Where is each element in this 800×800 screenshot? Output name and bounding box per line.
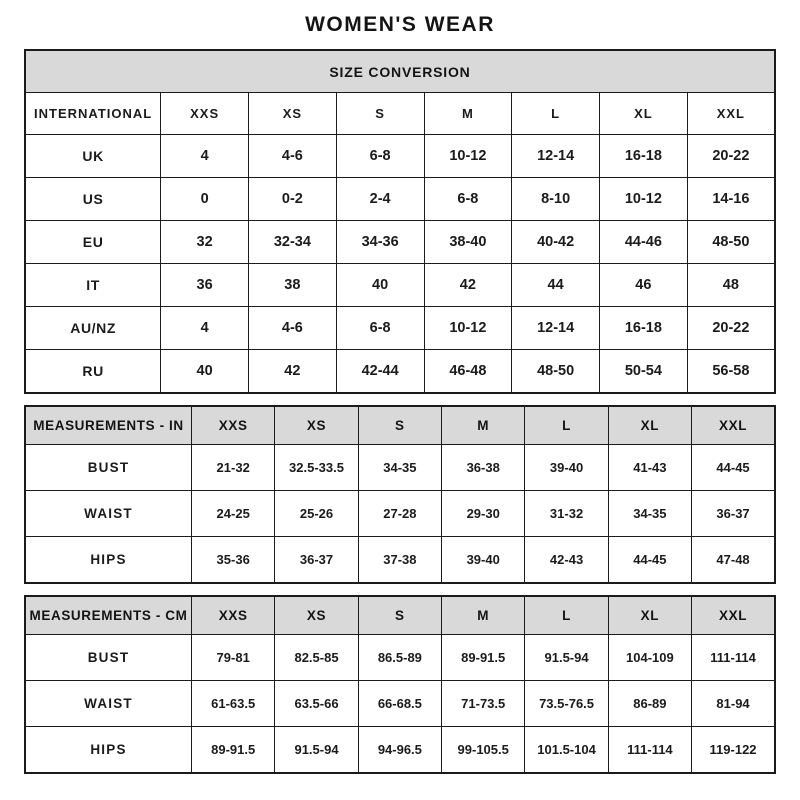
size-conversion-table [24,49,776,394]
table-cell: 8-10 [512,178,600,221]
table-cell: 38-40 [424,221,512,264]
table-cell: 91.5-94 [525,635,608,681]
measurements-cm-table [24,595,776,774]
table-row [25,264,775,307]
table-cell: 40 [336,264,424,307]
table-cell: 4 [161,307,249,350]
table-cell: 0-2 [249,178,337,221]
column-header: XXS [161,93,249,135]
table-cell: 94-96.5 [358,727,441,774]
table-cell: 79-81 [192,635,275,681]
table-cell: 56-58 [687,350,775,394]
measurements-cm-title: MEASUREMENTS - CM [25,596,192,635]
table-cell: 99-105.5 [442,727,525,774]
measurements-in-body [25,445,775,584]
table-cell: 35-36 [192,537,275,584]
table-cell: 73.5-76.5 [525,681,608,727]
row-label: WAIST [25,491,192,537]
table-cell: 6-8 [336,307,424,350]
table-cell: 119-122 [692,727,775,774]
table-cell: 24-25 [192,491,275,537]
table-cell: 4-6 [249,135,337,178]
table-cell: 42-44 [336,350,424,394]
table-cell: 2-4 [336,178,424,221]
table-cell: 40-42 [512,221,600,264]
table-cell: 50-54 [600,350,688,394]
column-header: M [442,406,525,445]
table-cell: 10-12 [424,135,512,178]
table-cell: 12-14 [512,135,600,178]
table-cell: 101.5-104 [525,727,608,774]
table-cell: 10-12 [600,178,688,221]
column-header: XL [608,406,691,445]
table-cell: 27-28 [358,491,441,537]
table-cell: 89-91.5 [442,635,525,681]
table-cell: 111-114 [608,727,691,774]
table-cell: 91.5-94 [275,727,358,774]
table-row [25,681,775,727]
table-row [25,135,775,178]
table-cell: 20-22 [687,135,775,178]
row-label: BUST [25,445,192,491]
column-header: L [525,596,608,635]
column-header: XL [600,93,688,135]
table-cell: 44-45 [608,537,691,584]
table-row [25,727,775,774]
measurements-in-title: MEASUREMENTS - IN [25,406,192,445]
column-header: L [512,93,600,135]
column-header: L [525,406,608,445]
table-cell: 44-46 [600,221,688,264]
table-cell: 10-12 [424,307,512,350]
table-cell: 82.5-85 [275,635,358,681]
table-cell: 36-37 [692,491,775,537]
row-label: WAIST [25,681,192,727]
table-row [25,307,775,350]
table-cell: 25-26 [275,491,358,537]
table-cell: 38 [249,264,337,307]
column-header: XXL [692,596,775,635]
table-cell: 16-18 [600,307,688,350]
table-cell: 14-16 [687,178,775,221]
size-chart-sheet [24,0,776,774]
measurements-in-table [24,405,776,584]
row-label: UK [25,135,161,178]
column-header: XL [608,596,691,635]
table-row [25,491,775,537]
table-cell: 48-50 [687,221,775,264]
table-cell: 42-43 [525,537,608,584]
column-header: S [358,406,441,445]
table-cell: 40 [161,350,249,394]
row-label: AU/NZ [25,307,161,350]
table-cell: 31-32 [525,491,608,537]
table-cell: 36 [161,264,249,307]
table-cell: 41-43 [608,445,691,491]
table-cell: 0 [161,178,249,221]
table-cell: 47-48 [692,537,775,584]
column-header: XXL [687,93,775,135]
table-cell: 34-35 [608,491,691,537]
table-cell: 42 [424,264,512,307]
table-cell: 86-89 [608,681,691,727]
table-row [25,445,775,491]
table-cell: 42 [249,350,337,394]
measurements-cm-body [25,635,775,774]
table-cell: 48-50 [512,350,600,394]
table-row [25,350,775,394]
table-cell: 81-94 [692,681,775,727]
table-cell: 46 [600,264,688,307]
table-cell: 34-35 [358,445,441,491]
table-cell: 29-30 [442,491,525,537]
column-header: XXS [192,406,275,445]
column-header: XXS [192,596,275,635]
row-label: HIPS [25,537,192,584]
column-header: XXL [692,406,775,445]
table-row [25,178,775,221]
table-cell: 6-8 [336,135,424,178]
table-cell: 46-48 [424,350,512,394]
table-cell: 44-45 [692,445,775,491]
table-cell: 34-36 [336,221,424,264]
row-label: RU [25,350,161,394]
row-label: US [25,178,161,221]
table-cell: 37-38 [358,537,441,584]
table-cell: 36-38 [442,445,525,491]
row-label: IT [25,264,161,307]
table-cell: 32-34 [249,221,337,264]
table-cell: 86.5-89 [358,635,441,681]
column-header: M [442,596,525,635]
table-row [25,537,775,584]
column-header: S [358,596,441,635]
table-cell: 4 [161,135,249,178]
table-cell: 48 [687,264,775,307]
size-conversion-body [25,135,775,394]
table-row [25,635,775,681]
table-cell: 36-37 [275,537,358,584]
table-cell: 104-109 [608,635,691,681]
table-cell: 32 [161,221,249,264]
table-cell: 39-40 [525,445,608,491]
page-title: WOMEN'S WEAR [305,13,495,36]
row-label: HIPS [25,727,192,774]
column-header: XS [275,596,358,635]
table-cell: 63.5-66 [275,681,358,727]
table-cell: 16-18 [600,135,688,178]
column-header: M [424,93,512,135]
column-header-row [25,93,775,135]
table-cell: 66-68.5 [358,681,441,727]
table-cell: 44 [512,264,600,307]
column-header-row [25,596,775,635]
row-label: EU [25,221,161,264]
table-row [25,221,775,264]
column-header: XS [249,93,337,135]
column-header: S [336,93,424,135]
table-cell: 32.5-33.5 [275,445,358,491]
row-label: BUST [25,635,192,681]
size-conversion-title-row [25,50,775,93]
table-cell: 20-22 [687,307,775,350]
table-cell: 71-73.5 [442,681,525,727]
table-cell: 39-40 [442,537,525,584]
table-cell: 21-32 [192,445,275,491]
table-cell: 61-63.5 [192,681,275,727]
table-cell: 6-8 [424,178,512,221]
table-cell: 12-14 [512,307,600,350]
column-header-row [25,406,775,445]
column-header: XS [275,406,358,445]
table-cell: 89-91.5 [192,727,275,774]
table-cell: 111-114 [692,635,775,681]
column-header: INTERNATIONAL [25,93,161,135]
table-cell: 4-6 [249,307,337,350]
size-conversion-title: SIZE CONVERSION [25,50,775,93]
